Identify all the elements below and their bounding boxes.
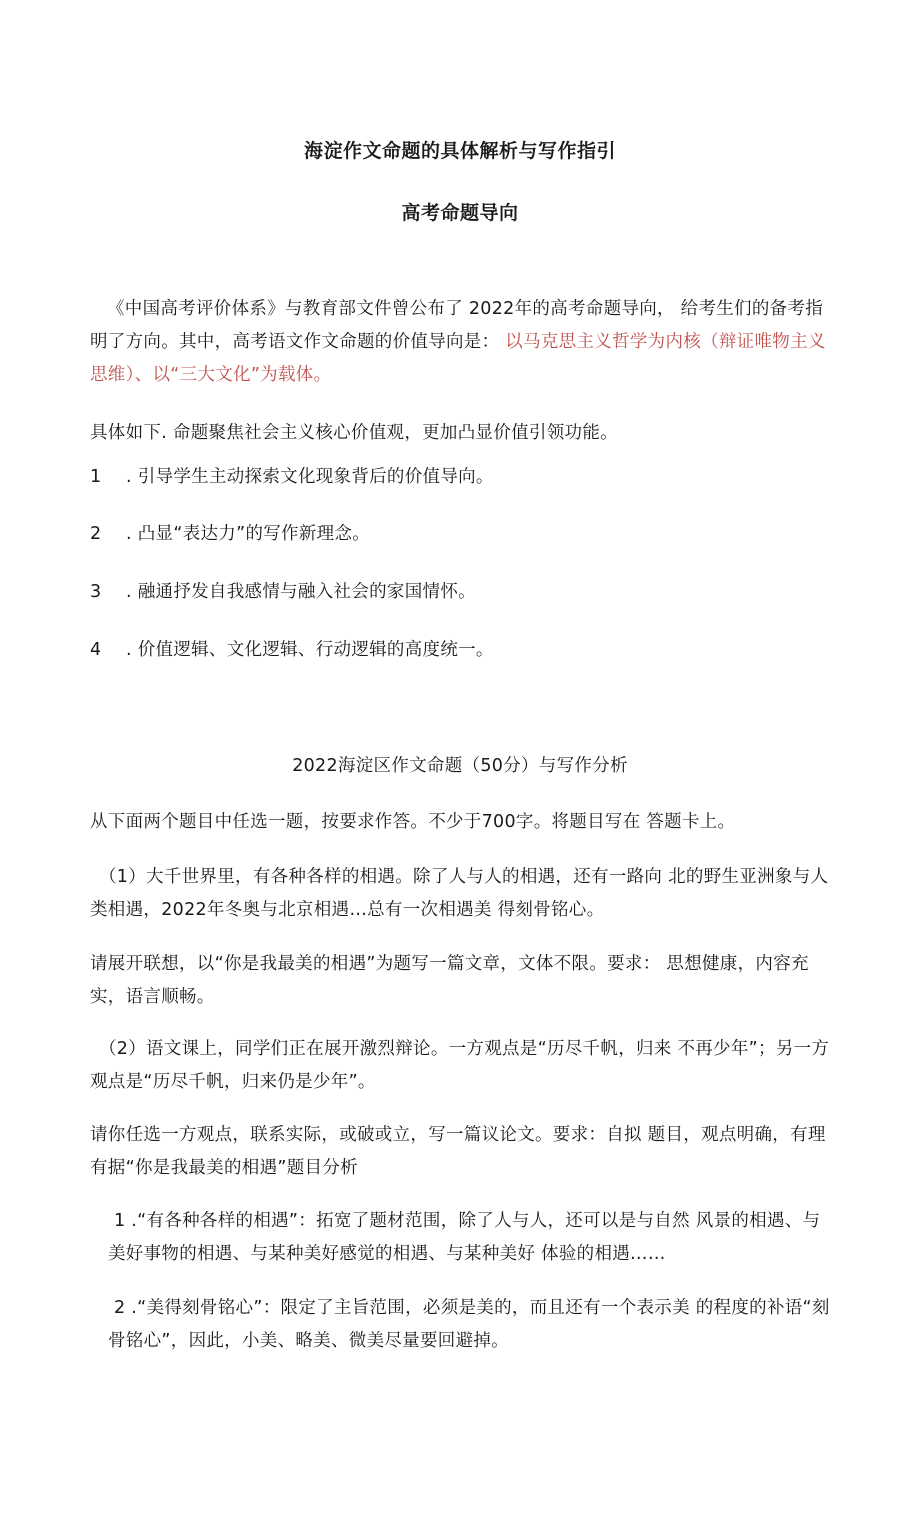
detail-intro: 具体如下. 命题聚焦社会主义核心价值观，更加凸显价值引领功能。 bbox=[90, 423, 618, 443]
list-item-text: . 价值逻辑、文化逻辑、行动逻辑的高度统一。 bbox=[126, 640, 494, 660]
section-heading: 2022海淀区作文命题（50分）与写作分析 bbox=[292, 756, 628, 776]
list-item-text: . 融通抒发自我感情与融入社会的家国情怀。 bbox=[126, 582, 476, 602]
list-item bbox=[90, 576, 830, 609]
intro-paragraph bbox=[90, 293, 830, 392]
analysis-item: 1 .“有各种各样的相遇”：拓宽了题材范围，除了人与人，还可以是与自然 风景的相遇、与美好事物的相遇、与某种美好感觉的相遇、与某种美好 体验的相遇…… bbox=[108, 1211, 821, 1264]
list-item bbox=[90, 634, 830, 667]
list-item bbox=[90, 461, 830, 494]
list-item-text: . 凸显“表达力”的写作新理念。 bbox=[126, 524, 371, 544]
topic-1-paragraph: （1）大千世界里，有各种各样的相遇。除了人与人的相遇，还有一路向 北的野生亚洲象与人类相遇，2022年冬奥与北京相遇…总有一次相遇美 得刻骨铭心。 bbox=[90, 867, 829, 920]
list-item bbox=[90, 518, 830, 551]
list-item-number: 3 bbox=[90, 582, 102, 602]
instruction-paragraph: 从下面两个题目中任选一题，按要求作答。不少于700字。将题目写在 答题卡上。 bbox=[90, 812, 736, 832]
analysis-item: 2 .“美得刻骨铭心”：限定了主旨范围，必须是美的，而且还有一个表示美 的程度的补语“刻骨铭心”，因此，小美、略美、微美尽量要回避掉。 bbox=[108, 1298, 830, 1351]
topic-2-paragraph: （2）语文课上，同学们正在展开激烈辩论。一方观点是“历尽千帆，归来 不再少年”；另一方观点是“历尽千帆，归来仍是少年”。 bbox=[90, 1039, 830, 1092]
topic-1-requirements: 请展开联想，以“你是我最美的相遇”为题写一篇文章，文体不限。要求： 思想健康，内容充实，语言顺畅。 bbox=[90, 954, 809, 1007]
intro-text: 《中国高考评价体系》与教育部文件曾公布了 2022年的高考命题导向， 给考生们的备考指明了方向。其中，高考语文作文命题的价值导向是： bbox=[90, 299, 824, 352]
topic-2-requirements: 请你任选一方观点，联系实际，或破或立，写一篇议论文。要求：自拟 题目，观点明确，有理有据“你是我最美的相遇”题目分析 bbox=[90, 1125, 826, 1178]
list-item-text: . 引导学生主动探索文化现象背后的价值导向。 bbox=[126, 467, 494, 487]
list-item-number: 2 bbox=[90, 524, 102, 544]
list-item-number: 4 bbox=[90, 640, 102, 660]
list-item-number: 1 bbox=[90, 467, 102, 487]
intro-highlight: 以马克思主义哲学为内核（辩证唯物主义思维）、以“三大文化”为载体。 bbox=[90, 332, 826, 385]
document-subtitle: 高考命题导向 bbox=[401, 202, 519, 224]
document-title: 海淀作文命题的具体解析与写作指引 bbox=[303, 140, 616, 162]
